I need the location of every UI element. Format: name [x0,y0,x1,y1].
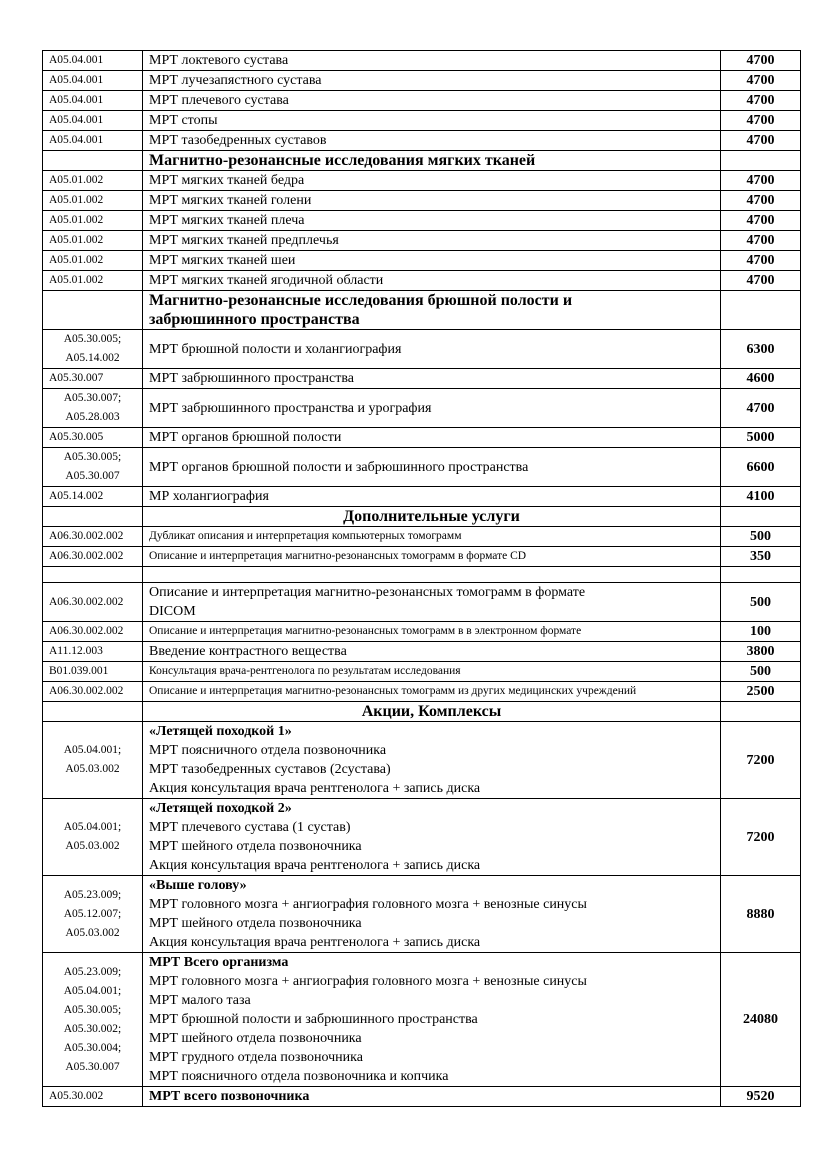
service-code-cell [43,389,143,428]
service-name-cell [143,722,721,799]
service-name-cell [143,547,721,567]
service-row [43,111,801,131]
service-code-cell [43,722,143,799]
section-title-line: Магнитно-резонансные исследования брюшной полости и [149,292,573,309]
service-price: 350 [721,547,801,567]
service-code: A05.30.002 [49,1090,104,1102]
service-row [43,389,801,428]
service-code-cell [43,1087,143,1107]
service-name-cell [143,448,721,487]
service-code: A05.14.002 [65,352,120,364]
service-code: A05.01.002 [49,194,104,206]
service-name-cell [143,211,721,231]
service-name-cell [143,271,721,291]
service-code: A05.04.001 [49,94,104,106]
service-name-cell [143,876,721,953]
service-name: Акция консультация врача рентгенолога + запись диска [149,781,481,796]
service-code: A05.04.001 [49,54,104,66]
service-row [43,682,801,702]
service-name: МРТ всего позвоночника [149,1089,310,1104]
service-name: Описание и интерпретация магнитно-резонансных томограмм из других медицинских учреждений [149,685,637,697]
service-code-cell [43,330,143,369]
section-header-row [43,507,801,527]
service-code-cell [43,271,143,291]
service-price: 4700 [721,211,801,231]
package-title: «Летящей походкой 1» [149,724,292,739]
service-price: 500 [721,527,801,547]
service-name: МРТ мягких тканей плеча [149,213,305,228]
service-row [43,271,801,291]
empty-cell [43,151,143,171]
service-name: Описание и интерпретация магнитно-резонансных томограмм в в электронном формате [149,625,582,637]
service-name-cell [143,231,721,251]
service-code: A05.28.003 [65,411,120,423]
service-code: B01.039.001 [49,665,109,677]
service-name: МРТ мягких тканей шеи [149,253,296,268]
service-name: МРТ головного мозга + ангиография головного мозга + венозные синусы [149,897,587,912]
service-code-cell [43,191,143,211]
service-name-cell [143,330,721,369]
service-price: 3800 [721,642,801,662]
service-code: A06.30.002.002 [49,685,124,697]
service-price: 4700 [721,251,801,271]
service-row [43,448,801,487]
service-price: 4600 [721,369,801,389]
service-code-cell [43,71,143,91]
service-code-cell [43,642,143,662]
service-row [43,71,801,91]
empty-row [43,567,801,583]
service-name: МРТ забрюшинного пространства и урография [149,400,432,416]
service-code: A05.01.002 [49,274,104,286]
service-name: МРТ плечевого сустава [149,93,289,108]
service-code: A05.30.005; [63,333,122,345]
service-code-cell [43,953,143,1087]
service-code-cell [43,547,143,567]
service-code: A06.30.002.002 [49,530,124,542]
service-code-cell [43,91,143,111]
service-name: МРТ мягких тканей ягодичной области [149,273,384,288]
service-row [43,428,801,448]
service-code: A05.12.007; [63,907,122,920]
service-code: A05.04.001; [63,821,122,833]
service-code-cell [43,211,143,231]
service-name: МРТ малого таза [149,993,251,1008]
service-price: 7200 [721,722,801,799]
service-code-cell [43,448,143,487]
service-price: 2500 [721,682,801,702]
service-name-cell [143,622,721,642]
service-name: МРТ органов брюшной полости [149,430,342,445]
service-code-cell [43,171,143,191]
section-header-row [43,291,801,330]
service-name: Консультация врача-рентгенолога по результатам исследования [149,665,461,677]
service-name: МРТ забрюшинного пространства [149,371,354,386]
service-name: МР холангиография [149,489,269,504]
service-price: 500 [721,583,801,622]
service-price: 7200 [721,799,801,876]
section-title-line: Магнитно-резонансные исследования мягких тканей [149,152,536,169]
service-code: A05.30.007 [65,470,120,482]
service-row [43,799,801,876]
service-code: A05.23.009; [63,965,122,978]
service-price: 6600 [721,448,801,487]
service-row [43,211,801,231]
service-row [43,642,801,662]
service-name-cell [143,799,721,876]
service-row [43,722,801,799]
service-name: МРТ шейного отдела позвоночника [149,1031,362,1046]
service-name: МРТ мягких тканей голени [149,193,312,208]
service-name: МРТ поясничного отдела позвоночника и копчика [149,1069,449,1084]
service-name: Описание и интерпретация магнитно-резонансных томограмм в формате [149,585,586,600]
service-name: МРТ головного мозга + ангиография головного мозга + венозные синусы [149,974,587,989]
section-title [143,151,721,171]
section-header-row [43,151,801,171]
service-row [43,51,801,71]
service-name: МРТ тазобедренных суставов (2сустава) [149,762,391,777]
service-code: A05.04.001 [49,74,104,86]
service-name-cell [143,642,721,662]
service-price: 4100 [721,487,801,507]
service-code: A05.03.002 [65,926,120,939]
service-row [43,953,801,1087]
service-code-cell [43,583,143,622]
service-code: A05.30.005 [49,431,104,443]
service-name: Акция консультация врача рентгенолога + запись диска [149,858,481,873]
service-code-cell [43,251,143,271]
service-code: A06.30.002.002 [49,625,124,637]
service-name-cell [143,131,721,151]
package-title: «Летящей походкой 2» [149,801,292,816]
service-name-cell [143,369,721,389]
service-price: 6300 [721,330,801,369]
service-code: A05.30.004; [63,1041,122,1054]
service-price: 4700 [721,71,801,91]
service-code-cell [43,131,143,151]
service-name-cell [143,191,721,211]
service-name: МРТ тазобедренных суставов [149,133,327,148]
service-price: 4700 [721,131,801,151]
service-price: 4700 [721,389,801,428]
service-price: 4700 [721,191,801,211]
service-code: A05.30.007; [63,392,122,404]
service-name-cell [143,1087,721,1107]
service-price: 24080 [721,953,801,1087]
service-row [43,583,801,622]
service-code: A05.30.007 [65,1060,120,1073]
service-code: A05.30.007 [49,372,104,384]
service-row [43,251,801,271]
service-price: 4700 [721,51,801,71]
service-name-cell [143,953,721,1087]
service-name: Описание и интерпретация магнитно-резонансных томограмм в формате CD [149,550,527,562]
service-code: A05.03.002 [65,840,120,852]
empty-cell [721,567,801,583]
service-price: 4700 [721,171,801,191]
service-row [43,131,801,151]
service-name-cell [143,527,721,547]
empty-cell [43,507,143,527]
service-row [43,527,801,547]
service-name-cell [143,487,721,507]
service-code-cell [43,662,143,682]
service-name: МРТ мягких тканей бедра [149,173,305,188]
service-row [43,171,801,191]
service-price: 4700 [721,91,801,111]
service-code: A05.04.001 [49,114,104,126]
service-name: Введение контрастного вещества [149,644,347,659]
service-name: МРТ локтевого сустава [149,53,289,68]
service-code-cell [43,231,143,251]
service-price: 4700 [721,271,801,291]
service-name: МРТ мягких тканей предплечья [149,233,339,248]
service-name: МРТ грудного отдела позвоночника [149,1050,363,1065]
service-name: МРТ поясничного отдела позвоночника [149,743,387,758]
service-price: 100 [721,622,801,642]
service-code-cell [43,682,143,702]
package-title: МРТ Всего организма [149,955,289,970]
service-code: A05.03.002 [65,763,120,775]
empty-cell [143,567,721,583]
service-price: 9520 [721,1087,801,1107]
service-name-cell [143,111,721,131]
section-title [143,702,721,722]
service-code-cell [43,799,143,876]
price-list-body [43,51,801,1107]
empty-cell [721,151,801,171]
service-row [43,91,801,111]
service-code-cell [43,487,143,507]
service-name-cell [143,91,721,111]
service-name: Акция консультация врача рентгенолога + запись диска [149,935,481,950]
service-price: 4700 [721,111,801,131]
service-code-cell [43,111,143,131]
service-name: МРТ шейного отдела позвоночника [149,839,362,854]
service-code: A05.30.005; [63,1003,122,1016]
service-name: МРТ брюшной полости и холангиография [149,341,402,357]
service-row [43,231,801,251]
section-title-line: забрюшинного пространства [149,311,360,328]
service-code-cell [43,428,143,448]
service-name: DICOM [149,604,196,619]
service-code-cell [43,51,143,71]
service-row [43,487,801,507]
empty-cell [43,567,143,583]
service-code-cell [43,876,143,953]
service-code: A11.12.003 [49,645,103,657]
service-name: МРТ брюшной полости и забрюшинного пространства [149,1012,478,1027]
section-title [143,291,721,330]
package-title: «Выше голову» [149,878,247,893]
empty-cell [43,702,143,722]
service-name-cell [143,71,721,91]
empty-cell [43,291,143,330]
service-price: 5000 [721,428,801,448]
service-row [43,369,801,389]
service-name: МРТ плечевого сустава (1 сустав) [149,820,351,835]
service-code-cell [43,369,143,389]
empty-cell [721,291,801,330]
section-header-row [43,702,801,722]
section-title-line: Дополнительные услуги [343,508,520,525]
service-code: A05.04.001; [63,984,122,997]
service-row [43,191,801,211]
service-row [43,1087,801,1107]
service-code: A05.30.002; [63,1022,122,1035]
service-name: МРТ органов брюшной полости и забрюшинного пространства [149,459,529,475]
service-code: A05.04.001 [49,134,104,146]
empty-cell [721,507,801,527]
service-name-cell [143,662,721,682]
price-list-table [42,50,801,1107]
service-row [43,662,801,682]
service-name-cell [143,583,721,622]
service-name-cell [143,428,721,448]
service-code: A05.01.002 [49,234,104,246]
service-price: 8880 [721,876,801,953]
service-name: МРТ стопы [149,113,218,128]
service-code: A05.14.002 [49,490,104,502]
service-code-cell [43,527,143,547]
service-row [43,876,801,953]
service-code: A05.01.002 [49,254,104,266]
service-price: 500 [721,662,801,682]
service-name-cell [143,389,721,428]
service-code: A06.30.002.002 [49,595,124,608]
service-code: A05.04.001; [63,744,122,756]
service-code: A06.30.002.002 [49,550,124,562]
service-name: МРТ шейного отдела позвоночника [149,916,362,931]
service-code-cell [43,622,143,642]
service-name-cell [143,51,721,71]
service-code: A05.23.009; [63,888,122,901]
service-name-cell [143,251,721,271]
service-row [43,330,801,369]
service-row [43,622,801,642]
service-code: A05.01.002 [49,174,104,186]
service-code: A05.30.005; [63,451,122,463]
service-code: A05.01.002 [49,214,104,226]
service-name-cell [143,682,721,702]
service-price: 4700 [721,231,801,251]
section-title [143,507,721,527]
service-name: Дубликат описания и интерпретация компьютерных томограмм [149,530,462,542]
service-row [43,547,801,567]
empty-cell [721,702,801,722]
service-name: МРТ лучезапястного сустава [149,73,322,88]
service-name-cell [143,171,721,191]
section-title-line: Акции, Комплексы [361,703,502,720]
